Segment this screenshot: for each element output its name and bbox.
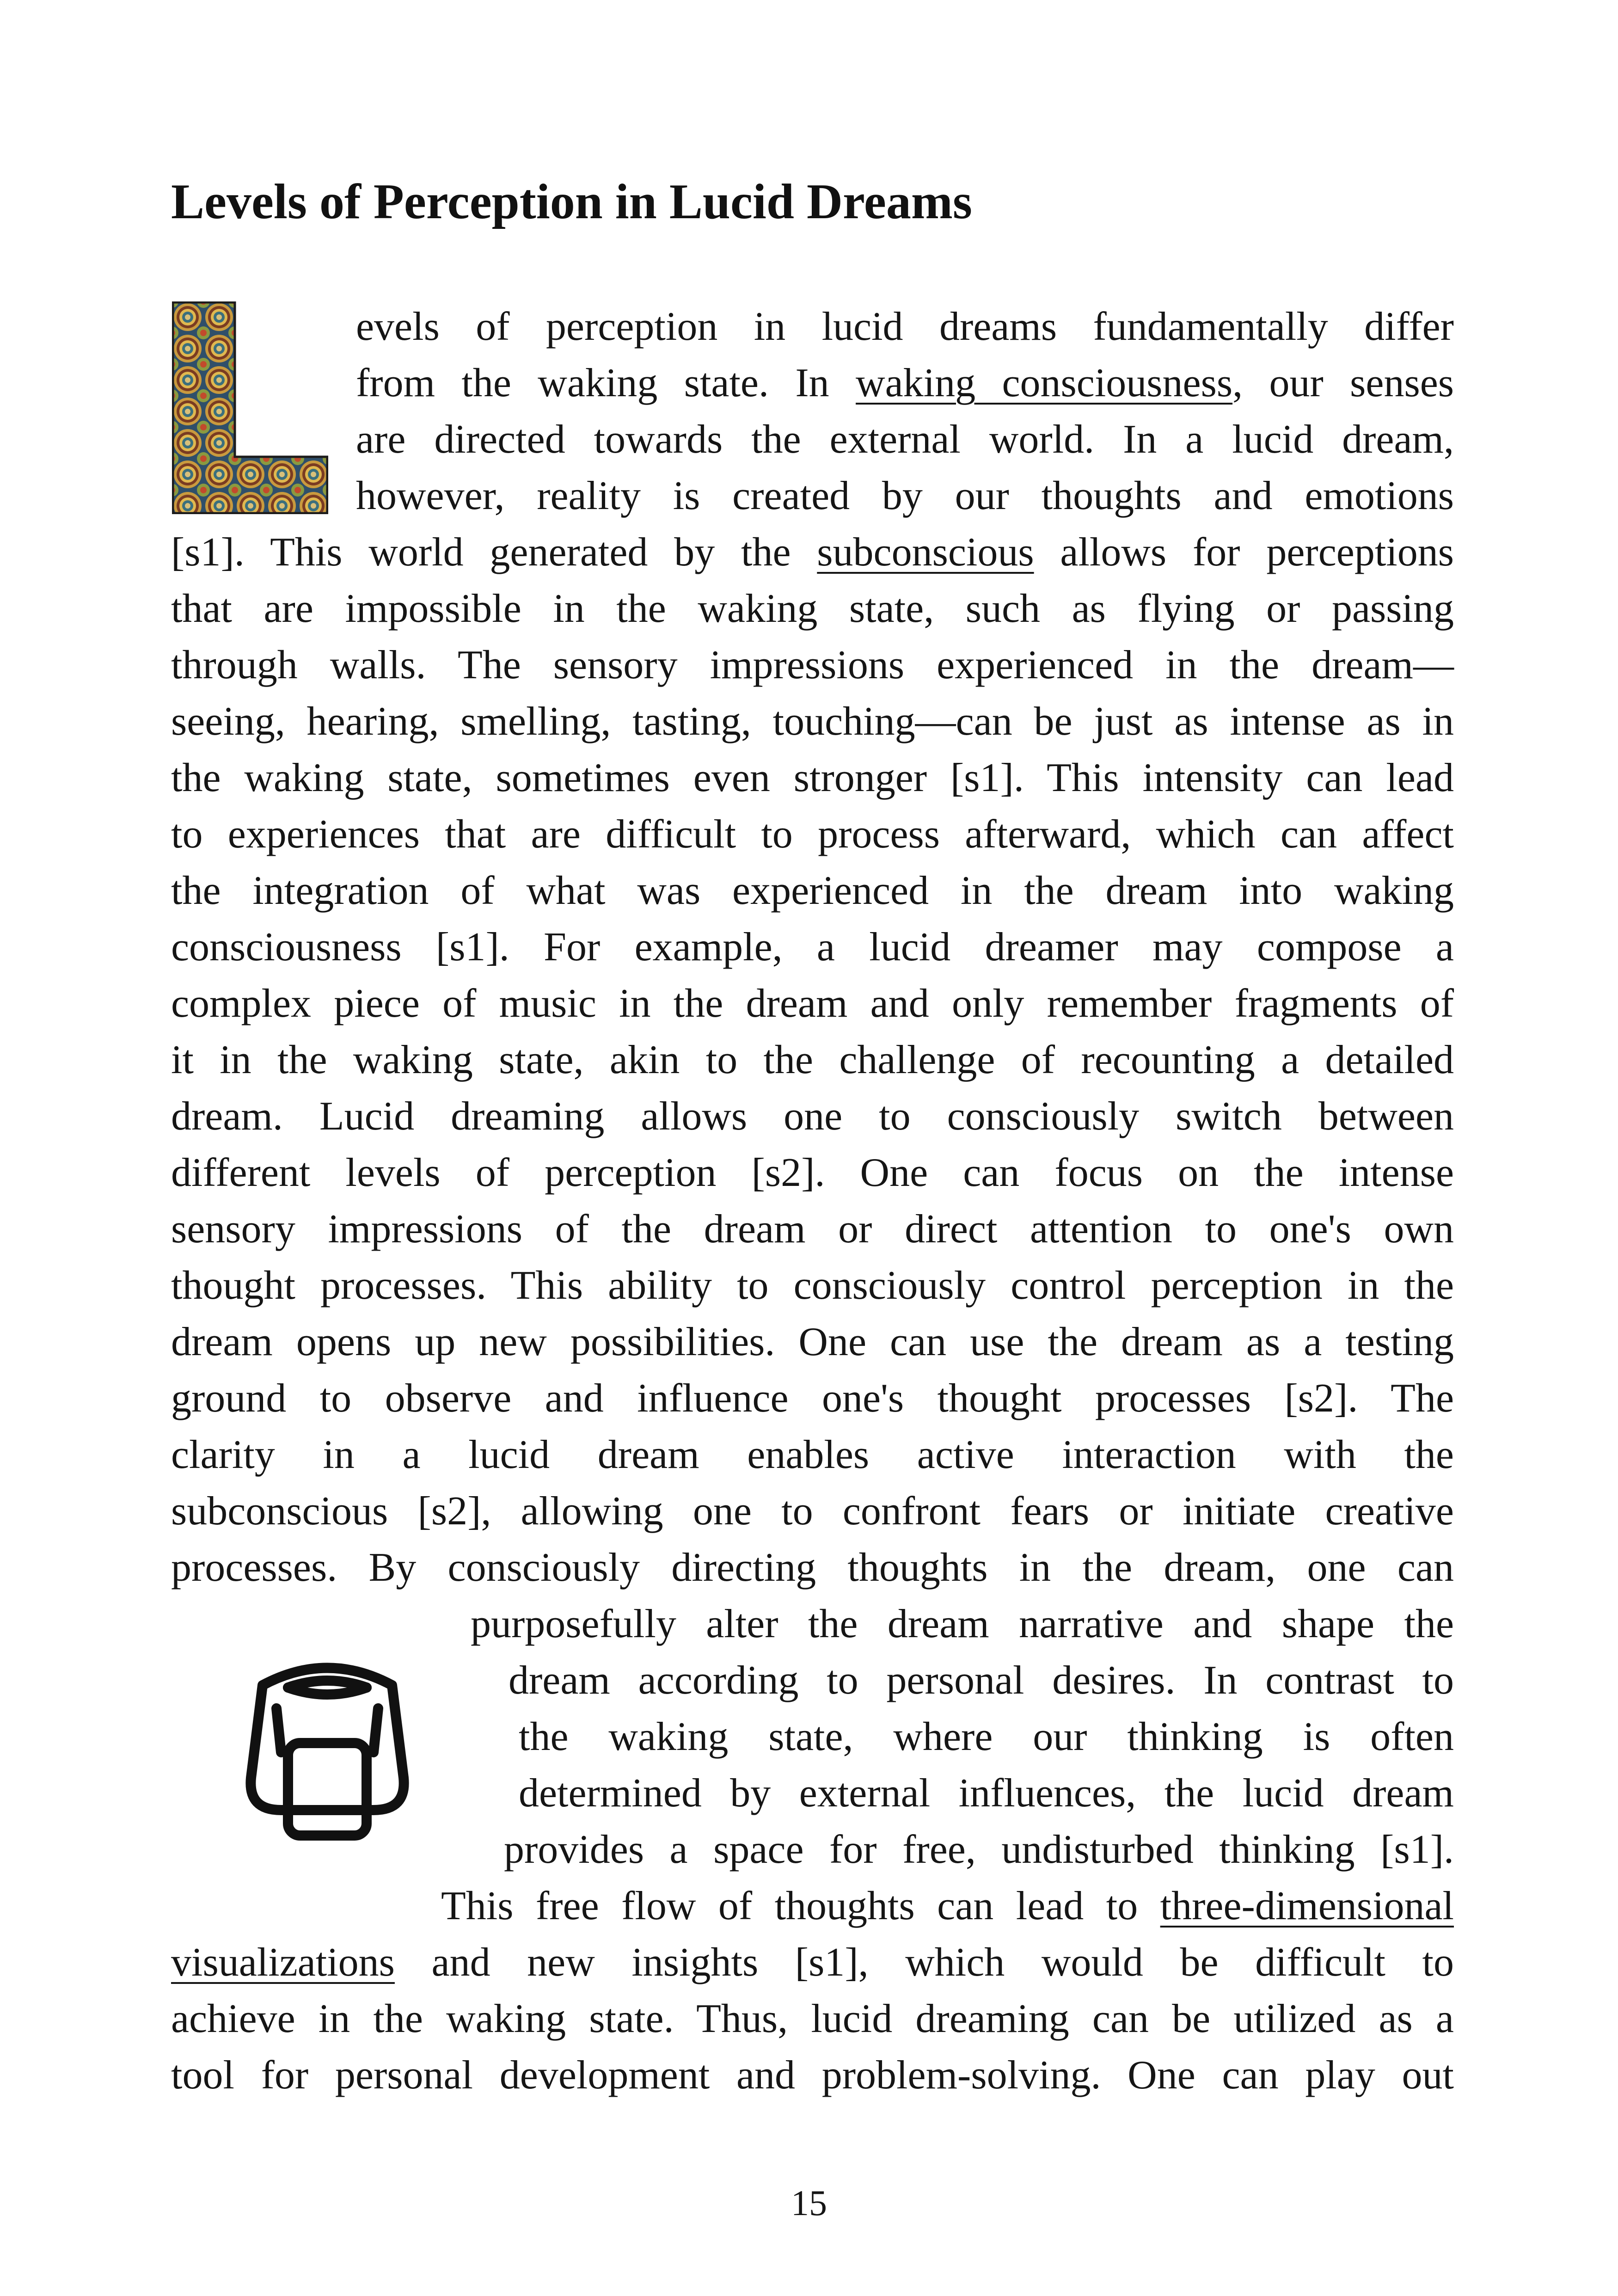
text-line [171, 976, 1454, 1032]
page-number: 15 [791, 2183, 827, 2223]
text-line [504, 1822, 1454, 1878]
text-line [509, 1652, 1454, 1709]
text-segment: determined by external influences, the lucid dream [519, 1771, 1454, 1816]
underlined-term: visualizations [171, 1940, 395, 1985]
text-line [171, 581, 1454, 637]
text-segment: dream opens up new possibilities. One can use the dream as a testing [171, 1320, 1454, 1364]
text-segment: allows for perceptions [1034, 530, 1454, 575]
text-line [171, 1483, 1454, 1540]
text-segment: thought processes. This ability to consciously control perception in the [171, 1263, 1454, 1308]
text-segment: dream. Lucid dreaming allows one to consciously switch between [171, 1094, 1454, 1139]
text-segment: dream according to personal desires. In contrast to [509, 1658, 1454, 1703]
text-segment: it in the waking state, akin to the challenge of recounting a detailed [171, 1037, 1454, 1082]
text-segment: the waking state, where our thinking is often [519, 1714, 1454, 1759]
text-line [519, 1765, 1454, 1822]
text-segment: complex piece of music in the dream and only remember fragments of [171, 981, 1454, 1026]
text-segment: ground to observe and influence one's thought processes [s2]. The [171, 1376, 1454, 1421]
text-segment: processes. By consciously directing thoughts in the dream, one can [171, 1545, 1454, 1590]
text-segment: evels of perception in lucid dreams fundamentally differ [356, 304, 1454, 349]
underlined-term: three-dimensional [1160, 1884, 1454, 1928]
text-segment: and new insights [s1], which would be difficult to [394, 1940, 1454, 1985]
text-line [356, 411, 1454, 468]
text-line [171, 1370, 1454, 1427]
body-text [171, 299, 1454, 2104]
text-line [171, 1991, 1454, 2047]
text-line [171, 1934, 1454, 1991]
text-segment: tool for personal development and problem-solving. One can play out [171, 2053, 1454, 2098]
text-line [171, 1032, 1454, 1088]
text-line [171, 694, 1454, 750]
text-segment: are directed towards the external world. In a lucid dream, [356, 417, 1454, 462]
text-line [171, 637, 1454, 694]
text-line [519, 1709, 1454, 1765]
text-line [171, 919, 1454, 976]
text-line [171, 806, 1454, 863]
text-line [441, 1878, 1454, 1934]
text-line [356, 468, 1454, 524]
text-segment: the integration of what was experienced in the dream into waking [171, 868, 1454, 913]
text-line [171, 1427, 1454, 1483]
text-line [171, 524, 1454, 581]
text-segment: sensory impressions of the dream or direct attention to one's own [171, 1207, 1454, 1252]
text-line [171, 1258, 1454, 1314]
underlined-term: subconscious [817, 530, 1034, 575]
text-segment: through walls. The sensory impressions experienced in the dream— [171, 643, 1454, 688]
text-segment: clarity in a lucid dream enables active interaction with the [171, 1432, 1454, 1477]
text-segment: consciousness [s1]. For example, a lucid dreamer may compose a [171, 925, 1454, 970]
text-segment: [s1]. This world generated by the [171, 530, 817, 575]
page-title: Levels of Perception in Lucid Dreams [171, 174, 972, 229]
text-segment: achieve in the waking state. Thus, lucid dreaming can be utilized as a [171, 1996, 1454, 2041]
text-segment: This free flow of thoughts can lead to [441, 1884, 1160, 1928]
text-line [171, 1201, 1454, 1258]
text-segment: subconscious [s2], allowing one to confront fears or initiate creative [171, 1489, 1454, 1534]
text-line [471, 1596, 1454, 1652]
underlined-term: waking consciousness [856, 361, 1233, 405]
text-segment: that are impossible in the waking state, such as flying or passing [171, 586, 1454, 631]
text-line [171, 1145, 1454, 1201]
text-line [171, 863, 1454, 919]
text-line [171, 1540, 1454, 1596]
text-segment: from the waking state. In [356, 361, 856, 405]
text-segment: seeing, hearing, smelling, tasting, touching—can be just as intense as in [171, 699, 1454, 744]
text-segment: different levels of perception [s2]. One can focus on the intense [171, 1150, 1454, 1195]
text-line [171, 2047, 1454, 2104]
text-line [356, 299, 1454, 355]
text-segment: to experiences that are difficult to process afterward, which can affect [171, 812, 1454, 857]
text-line [171, 750, 1454, 806]
text-line [171, 1314, 1454, 1370]
text-segment: provides a space for free, undisturbed thinking [s1]. [504, 1827, 1454, 1872]
text-segment: the waking state, sometimes even stronger [s1]. This intensity can lead [171, 755, 1454, 800]
text-line [356, 355, 1454, 411]
text-line [171, 1088, 1454, 1145]
text-segment: purposefully alter the dream narrative and shape the [471, 1602, 1454, 1646]
text-segment: however, reality is created by our thoughts and emotions [356, 473, 1454, 518]
text-segment: , our senses [1232, 361, 1454, 405]
